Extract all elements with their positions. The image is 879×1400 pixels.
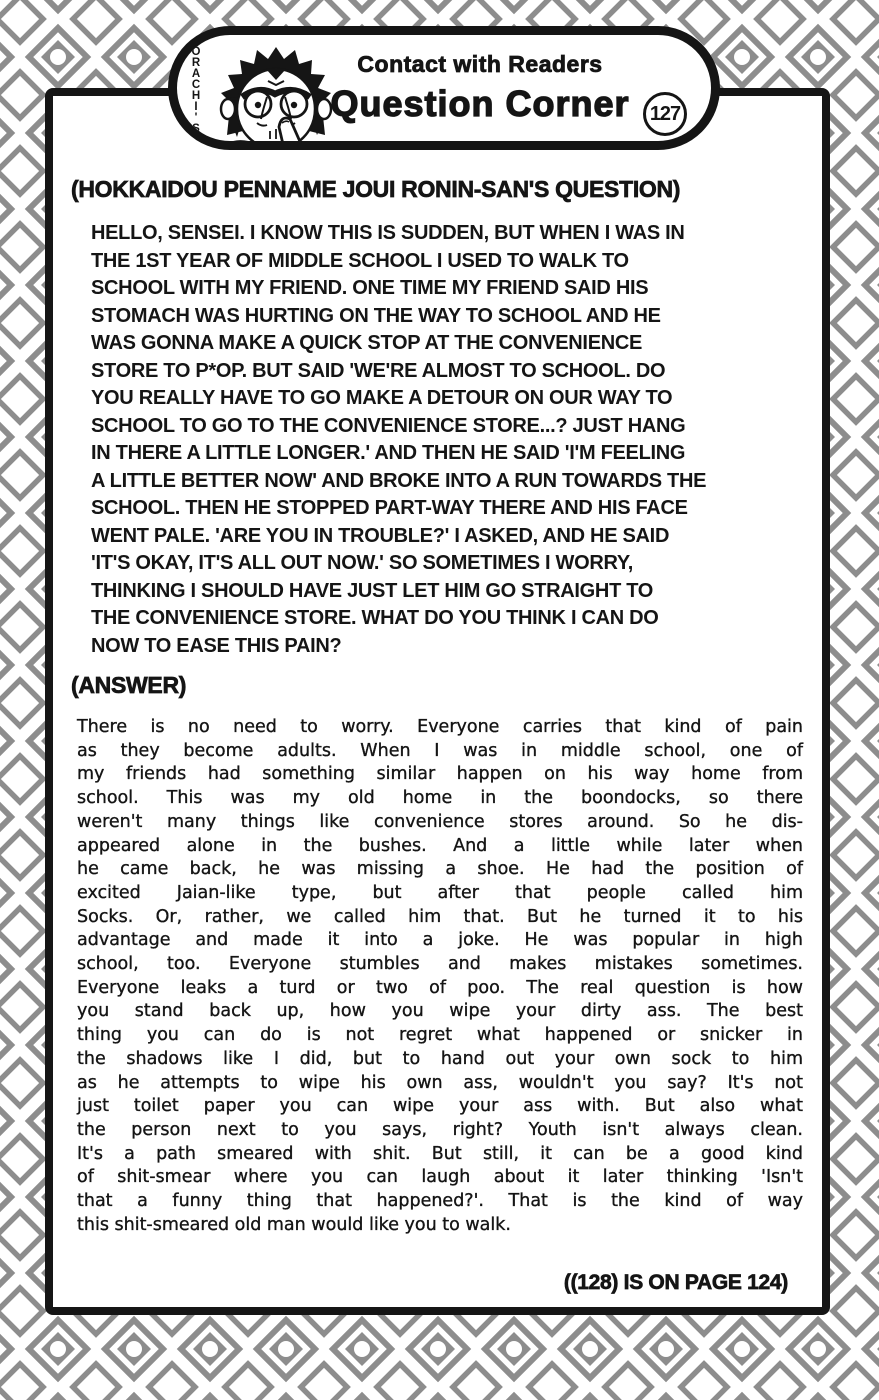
text-line: SCHOOL WITH MY FRIEND. ONE TIME MY FRIEND SAID HIS [91, 277, 649, 299]
text-line: weren't many things like convenience stores around. So he dis- [77, 811, 803, 832]
text-line: NOW TO EASE THIS PAIN? [91, 634, 342, 657]
header-title: Question Corner [330, 83, 630, 124]
text-line: the person next to you says, right? Youth isn't always clean. [77, 1119, 803, 1140]
next-corner-page-note: ((128) IS ON PAGE 124) [563, 1271, 788, 1294]
answer-text [77, 716, 803, 1237]
question-corner-header [168, 26, 720, 150]
text-line: IN THERE A LITTLE LONGER.' AND THEN HE SAID 'I'M FEELING [91, 442, 686, 464]
text-line: you stand back up, how you wipe your dirty ass. The best [77, 1001, 803, 1022]
question-text [91, 220, 799, 660]
text-line: THE 1ST YEAR OF MIDDLE SCHOOL I USED TO WALK TO [91, 249, 629, 272]
text-line: WAS GONNA MAKE A QUICK STOP AT THE CONVENIENCE [91, 332, 643, 354]
text-line: THE CONVENIENCE STORE. WHAT DO YOU THINK I CAN DO [91, 607, 659, 629]
text-line: the shadows like I did, but to hand out your own sock to him [77, 1048, 803, 1069]
text-line: he came back, he was missing a shoe. He had the position of [77, 859, 803, 880]
answer-heading: (ANSWER) [71, 672, 187, 698]
text-line: Everyone leaks a turd or two of poo. The real question is how [77, 977, 803, 998]
text-line: advantage and made it into a joke. He was popular in high [77, 930, 803, 951]
header-subtitle: Contact with Readers [357, 51, 603, 77]
text-line: There is no need to worry. Everyone carries that kind of pain [77, 717, 803, 737]
sorachi-portrait-icon [213, 37, 341, 150]
text-line: appeared alone in the bushes. And a little while later when [77, 835, 803, 856]
text-line: A LITTLE BETTER NOW' AND BROKE INTO A RUN TOWARDS THE [91, 469, 707, 492]
text-line: YOU REALLY HAVE TO GO MAKE A DETOUR ON OUR WAY TO [91, 387, 673, 409]
text-line: school, too. Everyone stumbles and makes mistakes sometimes. [77, 954, 803, 975]
text-line: THINKING I SHOULD HAVE JUST LET HIM GO STRAIGHT TO [91, 579, 654, 602]
text-line: my friends had something similar happen on his way home from [77, 764, 803, 785]
issue-number-badge [643, 92, 687, 136]
text-line: STOMACH WAS HURTING ON THE WAY TO SCHOOL AND HE [91, 304, 661, 327]
text-line: Socks. Or, rather, we called him that. But he turned it to his [77, 906, 803, 927]
text-line: SCHOOL. THEN HE STOPPED PART-WAY THERE AND HIS FACE [91, 497, 688, 519]
text-line: this shit-smeared old man would like you to walk. [77, 1214, 511, 1235]
text-line: 'IT'S OKAY, IT'S ALL OUT NOW.' SO SOMETIMES I WORRY, [91, 552, 633, 574]
text-line: STORE TO P*OP. BUT SAID 'WE'RE ALMOST TO SCHOOL. DO [91, 359, 666, 382]
text-line: of shit-smear where you can laugh about it later thinking 'Isn't [77, 1167, 803, 1188]
text-line: as he attempts to wipe his own ass, wouldn't you say? It's not [77, 1072, 803, 1093]
text-line: HELLO, SENSEI. I KNOW THIS IS SUDDEN, BUT WHEN I WAS IN [91, 222, 685, 244]
issue-number: 127 [649, 102, 681, 125]
text-line: just toilet paper you can wipe your ass with. But also what [77, 1096, 803, 1117]
text-line: as they become adults. When I was in middle school, one of [77, 740, 803, 761]
text-line: It's a path smeared with shit. But still, it can be a good kind [77, 1143, 803, 1164]
text-line: SCHOOL TO GO TO THE CONVENIENCE STORE...? JUST HANG [91, 414, 686, 437]
question-heading: (HOKKAIDOU PENNAME JOUI RONIN-SAN'S QUESTION) [71, 176, 681, 202]
text-line: that a funny thing that happened?'. That is the kind of way [77, 1191, 803, 1212]
content-panel [45, 88, 830, 1315]
text-line: excited Jaian-like type, but after that people called him [77, 882, 803, 903]
header-titles [327, 41, 633, 135]
text-line: school. This was my old home in the boondocks, so there [77, 788, 803, 809]
author-name-vertical: SORACHI'S [190, 35, 202, 134]
text-line: WENT PALE. 'ARE YOU IN TROUBLE?' I ASKED, AND HE SAID [91, 524, 670, 547]
text-line: thing you can do is not regret what happened or snicker in [77, 1025, 803, 1046]
